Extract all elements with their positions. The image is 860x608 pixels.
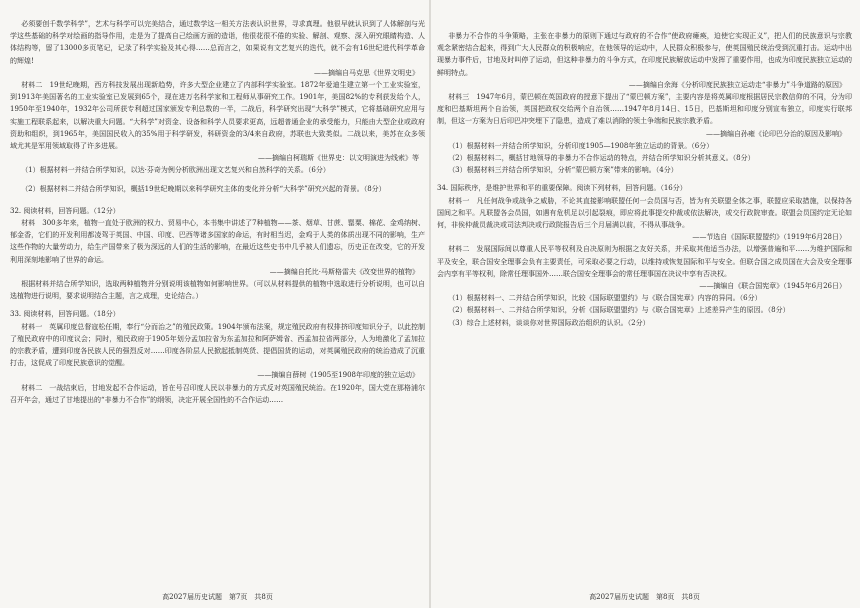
question-32-material: 材料 300多年来，植物一直处于欧洲的权力、贸易中心，本书集中讲述了7种植物——茶、烟草、甘蔗、罂粟、棉花、金鸡纳树、郁金香，它们的开发利用都凌驾于英国、中国、印度、巴西等诸多国家的命运，有时相当迟，金鸡于人类的体质出现不同的影响，生产这些作物的大量劳动力，给生产国带来了极为深远的人们的生活的影响，在最近这些史书中几乎被人们遗忘，历史正在改变，它的开发利用深刻地影响了世界的命运。 (10, 219, 425, 264)
page-footer: 高2027届历史试题 第7页 共8页 (162, 593, 273, 601)
material-text: 非暴力不合作的斗争策略，主张在非暴力的原则下通过与政府的不合作“使政府瘫痪，迫使它实现正义”，把人们的民族意识与宗教观念紧密结合起来，得到广大人民群众的积极响应，在他领导的运动中，人民群众积极参与，使英国殖民统治受到沉重打击。运动中出现暴力事件后，甘地及时叫停了运动，但这种非暴力的斗争方式，在印度民族解放运动中发挥了重要作用，也成为印度民族独立运动的鲜明特点。 (437, 32, 852, 77)
question-32-ask: 根据材料并结合所学知识，选取两种植物并分别说明该植物如何影响世界。（可以从材料提供的植物中选取进行分析说明，也可以自选植物进行说明，要求说明结合主题，言之成理，史论结合。） (10, 280, 425, 301)
material-source: ——摘编自《联合国宪章》（1945年6月26日） (699, 282, 846, 291)
material-two: 材料二 19世纪晚期，西方科技发展出现新趋势，许多大型企业建立了内部科学实验室。1872年爱迪生建立第一个工业实验室，到1913年美国著名的工业实验室已发展到65个，现在进万名科学家和工程师从事研究工作。1901年，美国82%的专利获发给个人，1950年至1940年，1932年公司所获专利超过国家颁发专利总数的一半，二战后，科学研究出现“大科学”模式，它将基础研究应用与实施工程联系起来，以解决重大问题。“大科学”对资金、设备和科学人员要求更高，远超普通企业的承受能力，只能由大型企业或政府资助和组织，到1965年，美国国民收入的35%用于科学研发，科研资金的3/4来自政府，苏联也大致类似。二战以来，美苏在众多领域尤其是军用领域取得了许多进展。 (10, 81, 425, 151)
material-source: ——摘编自托比·马斯格雷夫《改变世界的植物》 (269, 267, 419, 276)
question-1: （1）根据材料一并结合所学知识，分析印度1905—1908年独立运动的背景。（6分） (448, 141, 714, 150)
material-source: ——摘编自余海《分析印度民族独立运动走“非暴力”斗争道路的原因》 (628, 80, 846, 89)
material-source: ——摘编自薛树《1905至1908年印度的独立运动》 (257, 371, 419, 380)
question-33-material-2: 材料二 一战结束后，甘地发起不合作运动，旨在号召印度人民以非暴力的方式反对英国殖民统治。在1920年，国大党在那格浦尔召开年会，通过了甘地提出的“非暴力不合作”的纲领，决定开展全国性的不合作运动…… (10, 383, 425, 404)
question-2: （2）根据材料二并结合所学知识，概括19世纪晚期以来科学研究主体的变化并分析“大科学”研究兴起的背景。（8分） (21, 184, 386, 193)
question-2: （2）根据材料二，概括甘地领导的非暴力不合作运动的特点，并结合所学知识分析其意义。（8分） (448, 154, 755, 163)
question-34-ask-1: （1）根据材料一、二并结合所学知识，比较《国际联盟盟约》与《联合国宪章》内容的异同。（6分） (448, 294, 762, 303)
question-34-ask-2: （2）根据材料一、二并结合所学知识，分析《国际联盟盟约》与《联合国宪章》上述差异产生的原因。（8分） (448, 306, 790, 315)
question-34-material-1: 材料一 凡任何战争或战争之威胁，不论其直接影响联盟任何一会员国与否，皆为有关联盟全体之事，联盟应采取措施，以保持各国间之和平。凡联盟各会员国，如遇有危机足以引起裂痕，即应将此事提交仲裁或依法解决，或交行政院审查。联盟会员国约定无论如何，非俟仲裁员裁决或司法判决或行政院报告后三个月届满以前，不得从事战争。 (437, 196, 852, 230)
page-fold (429, 0, 431, 608)
question-3: （3）根据材料三并结合所学知识，分析“蒙巴顿方案”带来的影响。（4分） (448, 166, 678, 175)
question-34-material-2: 材料二 发展国际间以尊重人民平等权利及自决原则为根据之友好关系，并采取其他适当办法，以增强普遍和平……为维护国际和平及安全，联合国安全理事会负有主要责任，可采取必要之行动，以维持或恢复国际和平与安全。但联合国之成员国在大会及安全理事会内享有平等权利，除常任理事国外……联合国安全理事会的常任理事国在决议中享有否决权。 (437, 245, 852, 278)
question-34-title: 34. 国际秩序，是维护世界和平的重要保障。阅读下列材料，回答问题。（16分） (437, 184, 687, 193)
material-source: ——摘编自柯瑞斯《世界史：以文明演进为线索》等 (258, 154, 419, 163)
material-source: ——节选自《国际联盟盟约》（1919年6月28日） (692, 233, 846, 242)
page-7 (10, 0, 425, 608)
page-footer: 高2027届历史试题 第8页 共8页 (589, 593, 700, 601)
material-source: ——摘编自孙雍《论印巴分治的原因及影响》 (706, 129, 846, 138)
question-34-ask-3: （3）综合上述材料，谈谈你对世界国际政治组织的认识。（2分） (448, 318, 650, 327)
question-1: （1）根据材料一并结合所学知识，以达·芬奇为例分析欧洲出现文艺复兴和自然科学的关系。（6分） (21, 166, 330, 175)
page-8 (437, 0, 852, 608)
material-source: ——摘编自马克思《世界文明史》 (314, 68, 419, 77)
question-33-material-1: 材料一 英属印度总督寇松任期，奉行“分而治之”的殖民政策。1904年颁布法案，规定殖民政府有权排挤印度知识分子，以此控制了殖民政府中的印度议会；同时，殖民政府于1905年划分孟加拉省为东孟加拉和阿萨姆省、西孟加拉省两部分，人为地激化了孟加拉的宗教矛盾，遭到印度各民族人民的强烈反对……印度各阶层人民掀起抵制英货、提倡国货的运动，对英属殖民政府的统治造成了沉重打击，这促成了印度民族意识的觉醒。 (10, 322, 425, 368)
material-three: 材料三 1947年6月，蒙巴顿在英国政府的授意下提出了“蒙巴顿方案”，主要内容是将英属印度根据居民宗教信仰的不同，分为印度和巴基斯坦两个自治领，英国把政权交给两个自治领……1947年8月14日、15日，巴基斯坦和印度分别宣布独立，印度实行联邦制，但这一方案为日后印巴冲突埋下了隐患，造成了难以消除的领土争端和民族宗教矛盾。 (437, 93, 852, 126)
question-33-title: 33. 阅读材料，回答问题。（18分） (10, 310, 120, 319)
material-text: 必须要创千数学科学”，艺术与科学可以完美结合，通过数学这一相关方法表认识世界，寻求真理。他很早就认识到了人体解剖与光学这些基础的科学对绘画的指导作用，走是为了提高自己绘画方面的造诣，他很花很不倦的实验、解剖、观察、深入研究眼睛构造、人体结构等，留了13000多页笔记，记录了科学实验及其心得……总而言之，如果说有文艺复兴的迭代，就不会有16世纪进代科学革命的辉煌! (10, 20, 425, 65)
question-32-title: 32. 阅读材料，回答问题。（12分） (10, 206, 120, 215)
